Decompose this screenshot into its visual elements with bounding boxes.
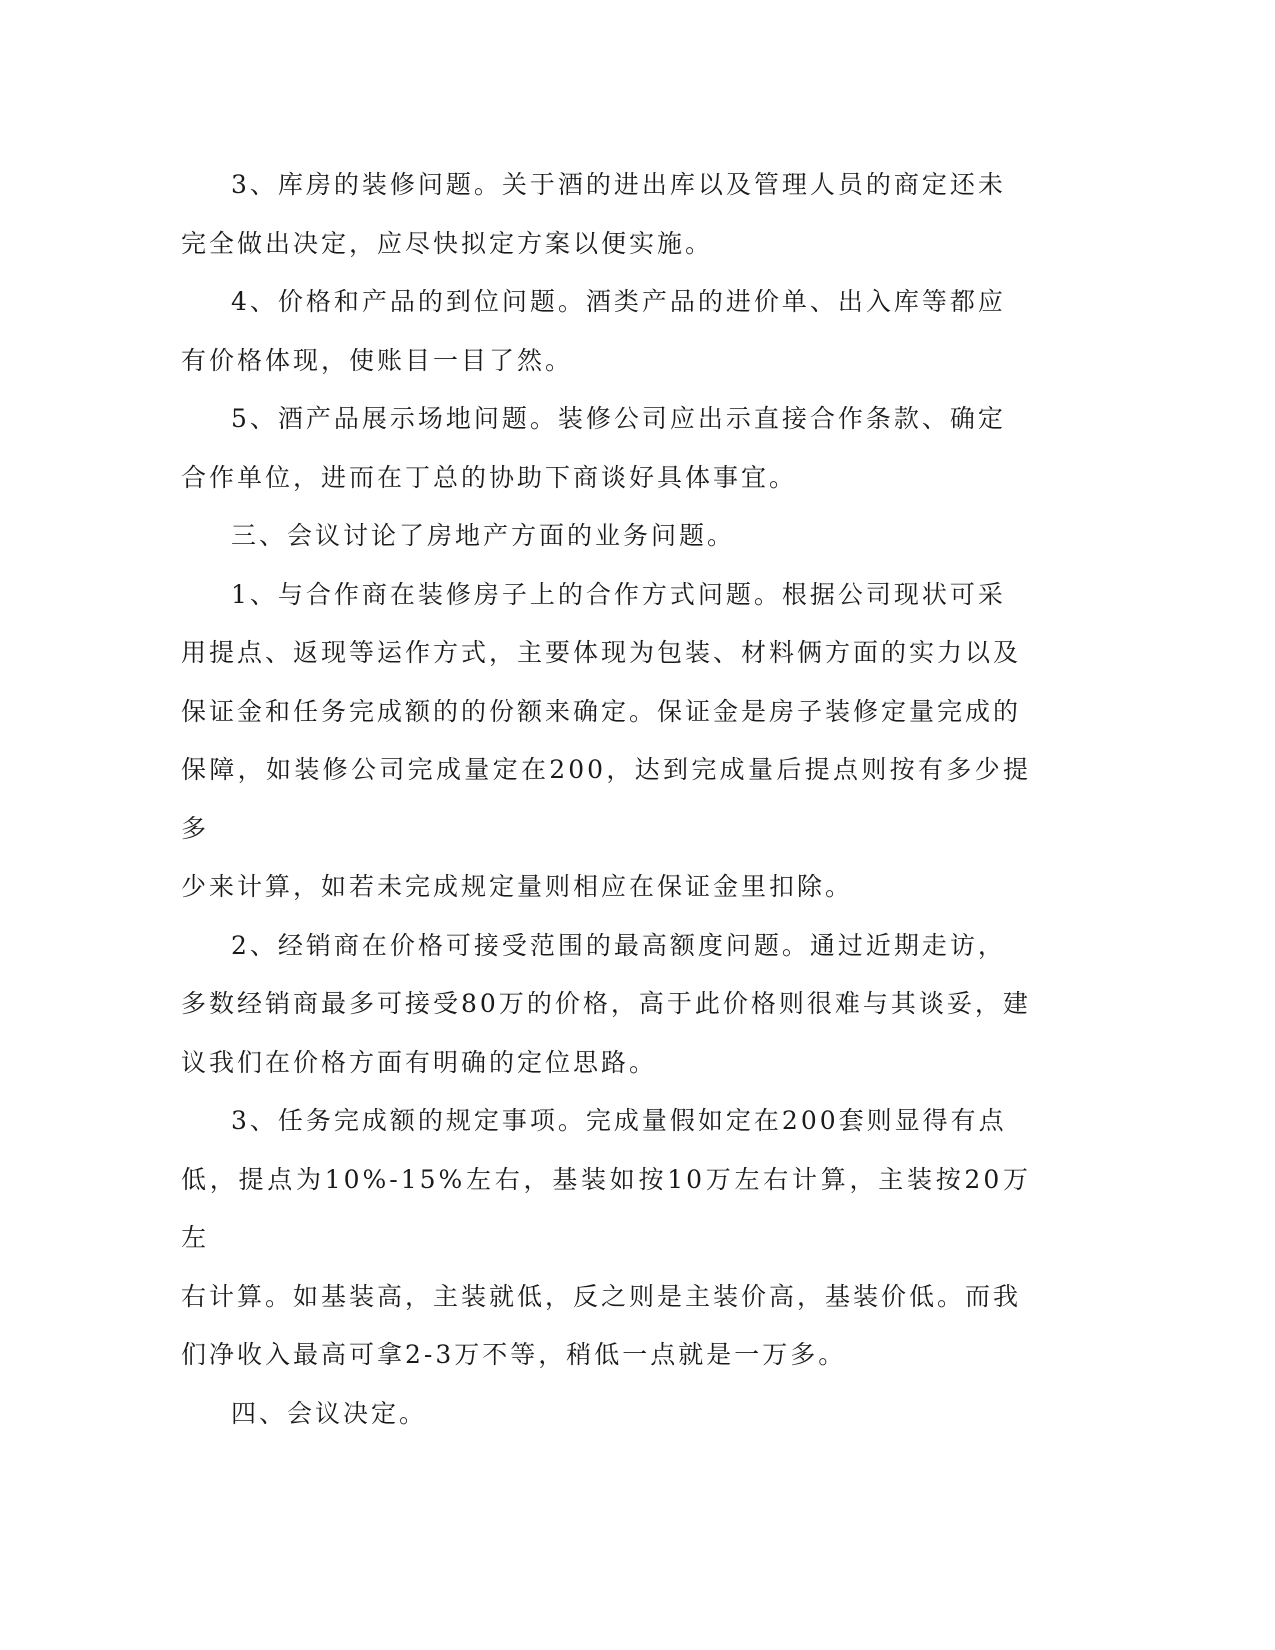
paragraph-warehouse-renovation: 3、库房的装修问题。关于酒的进出库以及管理人员的商定还未 完全做出决定，应尽快拟定方案以便实施。 (181, 170, 1006, 258)
paragraph-dealer-price: 2、经销商在价格可接受范围的最高额度问题。通过近期走访， 多数经销商最多可接受80万的价格，高于此价格则很难与其谈妥，建 议我们在价格方面有明确的定位思路。 (181, 930, 1031, 1077)
section-heading-decisions: 四、会议决定。 (231, 1398, 428, 1428)
section-heading-real-estate: 三、会议讨论了房地产方面的业务问题。 (231, 521, 736, 550)
paragraph-display-venue: 5、酒产品展示场地问题。装修公司应出示直接合作条款、确定 合作单位，进而在丁总的协助下商谈好具体事宜。 (181, 404, 1006, 492)
document-body (181, 156, 1031, 1443)
paragraph-task-quota: 3、任务完成额的规定事项。完成量假如定在200套则显得有点 低，提点为10%-15%左右，基装如按10万左右计算，主装按20万左 右计算。如基装高，主装就低，反之则是主装价高，基装价低。而我 们净收入最高可拿2-3万不等，稍低一点就是一万多。 (181, 1106, 1031, 1369)
paragraph-cooperation-mode: 1、与合作商在装修房子上的合作方式问题。根据公司现状可采 用提点、返现等运作方式，主要体现为包装、材料俩方面的实力以及 保证金和任务完成额的的份额来确定。保证金是房子装修定量完成的 保障，如装修公司完成量定在200，达到完成量后提点则按有多少提多 少来计算，如若未完成规定量则相应在保证金里扣除。 (181, 579, 1031, 901)
paragraph-price-product: 4、价格和产品的到位问题。酒类产品的进价单、出入库等都应 有价格体现，使账目一目了然。 (181, 287, 1006, 375)
